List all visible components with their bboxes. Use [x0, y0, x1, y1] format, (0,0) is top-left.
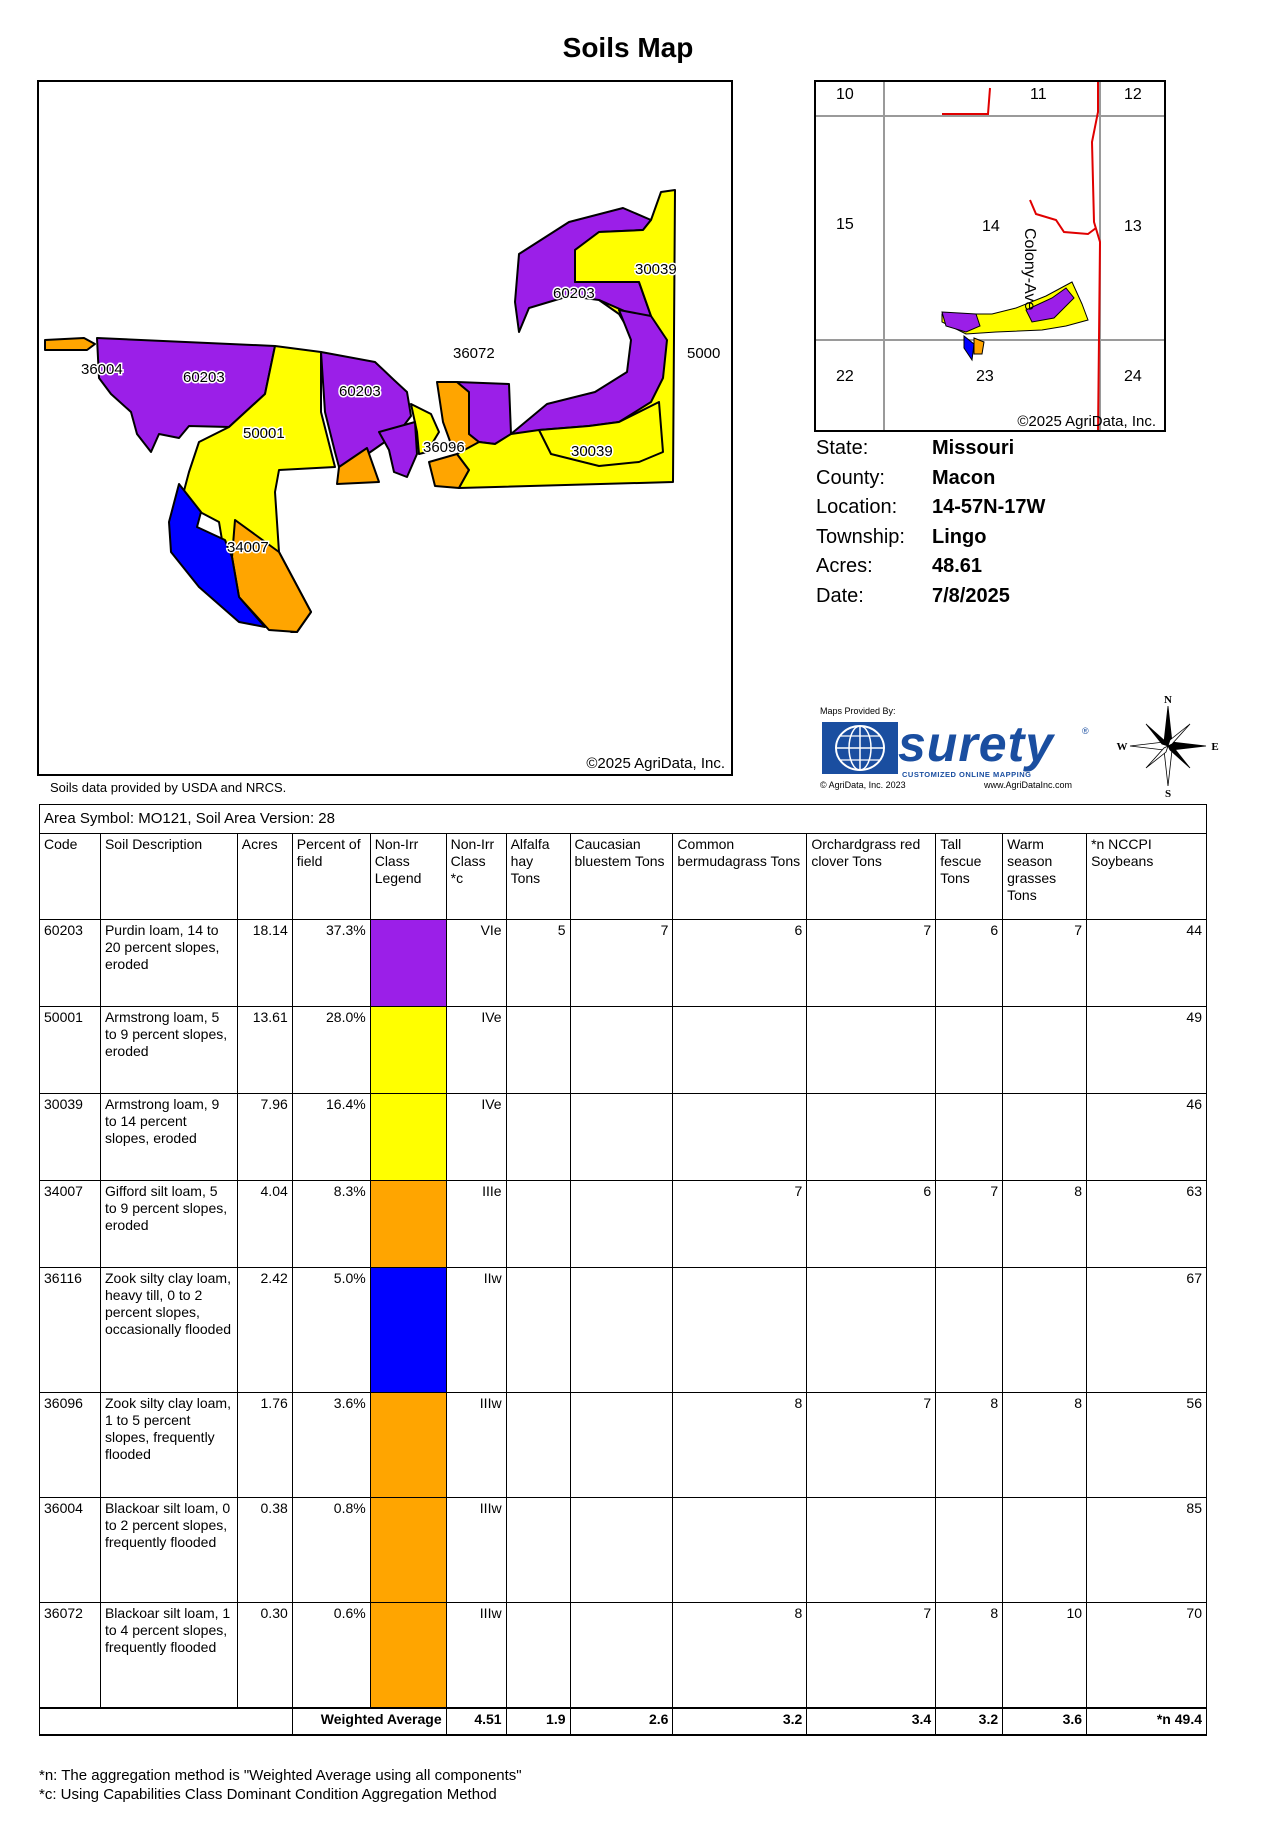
header-code: Code [40, 834, 101, 920]
registered-mark: ® [1082, 726, 1089, 736]
bermuda-tons: 6 [673, 920, 807, 1007]
nccpi-soybeans: 85 [1087, 1498, 1207, 1603]
soil-percent: 16.4% [292, 1094, 370, 1181]
fescue-tons [936, 1268, 1003, 1393]
info-label: Acres: [816, 555, 873, 578]
soil-acres: 0.30 [237, 1603, 292, 1708]
inset-copyright: ©2025 AgriData, Inc. [1017, 413, 1156, 430]
soil-code: 36072 [40, 1603, 101, 1708]
soil-class: IIIw [446, 1393, 506, 1498]
soil-description: Gifford silt loam, 5 to 9 percent slopes, eroded [100, 1181, 237, 1268]
soil-code: 36096 [40, 1393, 101, 1498]
logo-url[interactable]: www.AgriDataInc.com [984, 780, 1073, 790]
table-row [40, 1498, 1207, 1603]
soil-percent: 37.3% [292, 920, 370, 1007]
table-row [40, 1603, 1207, 1708]
soil-percent: 5.0% [292, 1268, 370, 1393]
globe-icon [822, 722, 898, 774]
soil-acres: 2.42 [237, 1268, 292, 1393]
weighted-caucasian: 2.6 [570, 1708, 673, 1735]
soil-code: 50001 [40, 1007, 101, 1094]
info-value: 7/8/2025 [932, 584, 1010, 607]
soil-percent: 8.3% [292, 1181, 370, 1268]
caucasian-tons [570, 1181, 673, 1268]
soil-class: IIw [446, 1268, 506, 1393]
header-orchardgrass: Orchardgrass red clover Tons [807, 834, 936, 920]
header-percent: Percent of field [292, 834, 370, 920]
header-bermuda: Common bermudagrass Tons [673, 834, 807, 920]
alfalfa-tons [506, 1007, 570, 1094]
class-legend-swatch [370, 1603, 446, 1708]
nccpi-soybeans: 63 [1087, 1181, 1207, 1268]
soil-class: IVe [446, 1094, 506, 1181]
info-label: Township: [816, 525, 905, 548]
class-legend-swatch [370, 1181, 446, 1268]
surety-logo [818, 706, 1098, 790]
weighted-average-row [40, 1708, 1207, 1735]
road-label: Colony-Ave [1021, 228, 1038, 311]
soil-description: Purdin loam, 14 to 20 percent slopes, eroded [100, 920, 237, 1007]
soils-map [37, 80, 733, 776]
caucasian-tons [570, 1498, 673, 1603]
info-label: Date: [816, 584, 864, 607]
header-caucasian: Caucasian bluestem Tons [570, 834, 673, 920]
bermuda-tons: 7 [673, 1181, 807, 1268]
info-label: County: [816, 466, 885, 489]
orchardgrass-tons: 7 [807, 1393, 936, 1498]
map-label-30039-a: 30039 [635, 261, 677, 278]
warm-season-tons: 8 [1003, 1181, 1087, 1268]
header-soil-description: Soil Description [100, 834, 237, 920]
info-value: 48.61 [932, 555, 983, 578]
header-warm-season: Warm season grasses Tons [1003, 834, 1087, 920]
orchardgrass-tons [807, 1094, 936, 1181]
soil-class: IIIw [446, 1498, 506, 1603]
weighted-warm: 3.6 [1003, 1708, 1087, 1735]
table-row [40, 1181, 1207, 1268]
weighted-fescue: 3.2 [936, 1708, 1003, 1735]
info-value: Missouri [932, 437, 1015, 460]
map-label-36072: 36072 [453, 345, 495, 362]
info-value: Lingo [932, 525, 987, 548]
soil-code: 36116 [40, 1268, 101, 1393]
map-label-60203-a: 60203 [183, 369, 225, 386]
table-row [40, 1393, 1207, 1498]
header-alfalfa: Alfalfa hay Tons [506, 834, 570, 920]
header-tall-fescue: Tall fescue Tons [936, 834, 1003, 920]
soil-code: 34007 [40, 1181, 101, 1268]
orchardgrass-tons: 7 [807, 1603, 936, 1708]
soil-description: Blackoar silt loam, 0 to 2 percent slopes, frequently flooded [100, 1498, 237, 1603]
map-label-30039-b: 30039 [571, 443, 613, 460]
soil-description: Armstrong loam, 9 to 14 percent slopes, eroded [100, 1094, 237, 1181]
alfalfa-tons [506, 1498, 570, 1603]
page-title: Soils Map [562, 32, 694, 63]
soil-class: IIIe [446, 1181, 506, 1268]
compass-rose-icon [1116, 694, 1220, 798]
map-label-36096: 36096 [423, 439, 465, 456]
soil-class: IVe [446, 1007, 506, 1094]
fescue-tons [936, 1094, 1003, 1181]
section-22: 22 [836, 368, 854, 385]
compass-n: N [1164, 694, 1172, 706]
map-label-36004: 36004 [81, 361, 123, 378]
soil-class: IIIw [446, 1603, 506, 1708]
warm-season-tons: 8 [1003, 1393, 1087, 1498]
soil-acres: 13.61 [237, 1007, 292, 1094]
header-class-legend: Non-Irr Class Legend [370, 834, 446, 920]
section-13: 13 [1124, 218, 1142, 235]
nccpi-soybeans: 44 [1087, 920, 1207, 1007]
fescue-tons: 8 [936, 1603, 1003, 1708]
orchardgrass-tons: 7 [807, 920, 936, 1007]
nccpi-soybeans: 56 [1087, 1393, 1207, 1498]
soils-map-drawing [39, 82, 733, 776]
info-label: Location: [816, 496, 898, 519]
table-row [40, 1007, 1207, 1094]
warm-season-tons [1003, 1498, 1087, 1603]
weighted-orchardgrass: 3.4 [807, 1708, 936, 1735]
logo-copyright: © AgriData, Inc. 2023 [820, 780, 906, 790]
header-acres: Acres [237, 834, 292, 920]
nccpi-soybeans: 67 [1087, 1268, 1207, 1393]
caucasian-tons [570, 1007, 673, 1094]
compass-w: W [1116, 741, 1128, 753]
map-copyright: ©2025 AgriData, Inc. [586, 755, 725, 772]
weighted-label: Weighted Average [292, 1708, 446, 1735]
fescue-tons: 6 [936, 920, 1003, 1007]
map-label-5000: 5000 [687, 345, 721, 362]
bermuda-tons: 8 [673, 1393, 807, 1498]
blank-cell [40, 1708, 293, 1735]
caucasian-tons [570, 1268, 673, 1393]
weighted-nccpi: *n 49.4 [1087, 1708, 1207, 1735]
soil-acres: 0.38 [237, 1498, 292, 1603]
caucasian-tons [570, 1603, 673, 1708]
footnote-c: *c: Using Capabilities Class Dominant Condition Aggregation Method [39, 1786, 497, 1803]
area-symbol: Area Symbol: MO121, Soil Area Version: 28 [40, 805, 1207, 834]
info-row-state [816, 434, 1045, 464]
info-row-location [816, 493, 1045, 523]
maps-provided-by: Maps Provided By: [820, 706, 896, 716]
location-inset-map [814, 80, 1166, 432]
surety-tagline: CUSTOMIZED ONLINE MAPPING [902, 770, 1032, 779]
class-legend-swatch [370, 1393, 446, 1498]
alfalfa-tons [506, 1094, 570, 1181]
section-10: 10 [836, 86, 854, 103]
section-12: 12 [1124, 86, 1142, 103]
soil-description: Zook silty clay loam, 1 to 5 percent slopes, frequently flooded [100, 1393, 237, 1498]
info-value: 14-57N-17W [932, 496, 1046, 519]
warm-season-tons [1003, 1007, 1087, 1094]
weighted-class: 4.51 [446, 1708, 506, 1735]
orchardgrass-tons [807, 1268, 936, 1393]
alfalfa-tons [506, 1268, 570, 1393]
class-legend-swatch [370, 1268, 446, 1393]
map-label-34007: 34007 [227, 539, 269, 556]
table-row [40, 1268, 1207, 1393]
section-23: 23 [976, 368, 994, 385]
orchardgrass-tons: 6 [807, 1181, 936, 1268]
header-class: Non-Irr Class *c [446, 834, 506, 920]
section-14: 14 [982, 218, 1000, 235]
caucasian-tons [570, 1393, 673, 1498]
class-legend-swatch [370, 1094, 446, 1181]
info-row-acres [816, 552, 1045, 582]
compass-e: E [1211, 741, 1219, 753]
soil-percent: 0.6% [292, 1603, 370, 1708]
warm-season-tons: 7 [1003, 920, 1087, 1007]
alfalfa-tons [506, 1393, 570, 1498]
caucasian-tons [570, 1094, 673, 1181]
nccpi-soybeans: 70 [1087, 1603, 1207, 1708]
info-label: State: [816, 437, 869, 460]
nccpi-soybeans: 49 [1087, 1007, 1207, 1094]
warm-season-tons: 10 [1003, 1603, 1087, 1708]
class-legend-swatch [370, 920, 446, 1007]
weighted-bermuda: 3.2 [673, 1708, 807, 1735]
nccpi-soybeans: 46 [1087, 1094, 1207, 1181]
map-label-60203-c: 60203 [553, 285, 595, 302]
soil-percent: 3.6% [292, 1393, 370, 1498]
compass-s: S [1164, 788, 1172, 798]
caucasian-tons: 7 [570, 920, 673, 1007]
soil-percent: 0.8% [292, 1498, 370, 1603]
class-legend-swatch [370, 1007, 446, 1094]
soils-table [39, 804, 1207, 1736]
soil-acres: 18.14 [237, 920, 292, 1007]
class-legend-swatch [370, 1498, 446, 1603]
soil-code: 60203 [40, 920, 101, 1007]
section-11: 11 [1030, 86, 1047, 103]
soil-code: 30039 [40, 1094, 101, 1181]
bermuda-tons: 8 [673, 1603, 807, 1708]
map-label-60203-b: 60203 [339, 383, 381, 400]
fescue-tons [936, 1007, 1003, 1094]
alfalfa-tons [506, 1181, 570, 1268]
alfalfa-tons: 5 [506, 920, 570, 1007]
surety-wordmark: surety [898, 716, 1055, 772]
header-nccpi: *n NCCPI Soybeans [1087, 834, 1207, 920]
section-15: 15 [836, 216, 854, 233]
fescue-tons [936, 1498, 1003, 1603]
soil-acres: 7.96 [237, 1094, 292, 1181]
alfalfa-tons [506, 1603, 570, 1708]
bermuda-tons [673, 1498, 807, 1603]
soil-acres: 1.76 [237, 1393, 292, 1498]
soil-percent: 28.0% [292, 1007, 370, 1094]
soil-acres: 4.04 [237, 1181, 292, 1268]
soil-class: VIe [446, 920, 506, 1007]
soil-description: Armstrong loam, 5 to 9 percent slopes, eroded [100, 1007, 237, 1094]
section-24: 24 [1124, 368, 1142, 385]
fescue-tons: 8 [936, 1393, 1003, 1498]
soils-source-note: Soils data provided by USDA and NRCS. [50, 780, 287, 795]
soil-code: 36004 [40, 1498, 101, 1603]
footnote-n: *n: The aggregation method is "Weighted Average using all components" [39, 1767, 522, 1784]
info-value: Macon [932, 466, 996, 489]
location-info [816, 434, 1045, 611]
warm-season-tons [1003, 1268, 1087, 1393]
bermuda-tons [673, 1094, 807, 1181]
orchardgrass-tons [807, 1007, 936, 1094]
weighted-alfalfa: 1.9 [506, 1708, 570, 1735]
soil-description: Blackoar silt loam, 1 to 4 percent slopes, frequently flooded [100, 1603, 237, 1708]
soil-polygon-36004 [45, 338, 95, 350]
bermuda-tons [673, 1268, 807, 1393]
table-row [40, 1094, 1207, 1181]
warm-season-tons [1003, 1094, 1087, 1181]
soil-description: Zook silty clay loam, heavy till, 0 to 2 percent slopes, occasionally flooded [100, 1268, 237, 1393]
table-row [40, 920, 1207, 1007]
info-row-date [816, 582, 1045, 612]
map-label-50001: 50001 [243, 425, 285, 442]
info-row-township [816, 523, 1045, 553]
table-header-row [40, 834, 1207, 920]
info-row-county [816, 464, 1045, 494]
orchardgrass-tons [807, 1498, 936, 1603]
footnotes [39, 1766, 522, 1804]
bermuda-tons [673, 1007, 807, 1094]
fescue-tons: 7 [936, 1181, 1003, 1268]
